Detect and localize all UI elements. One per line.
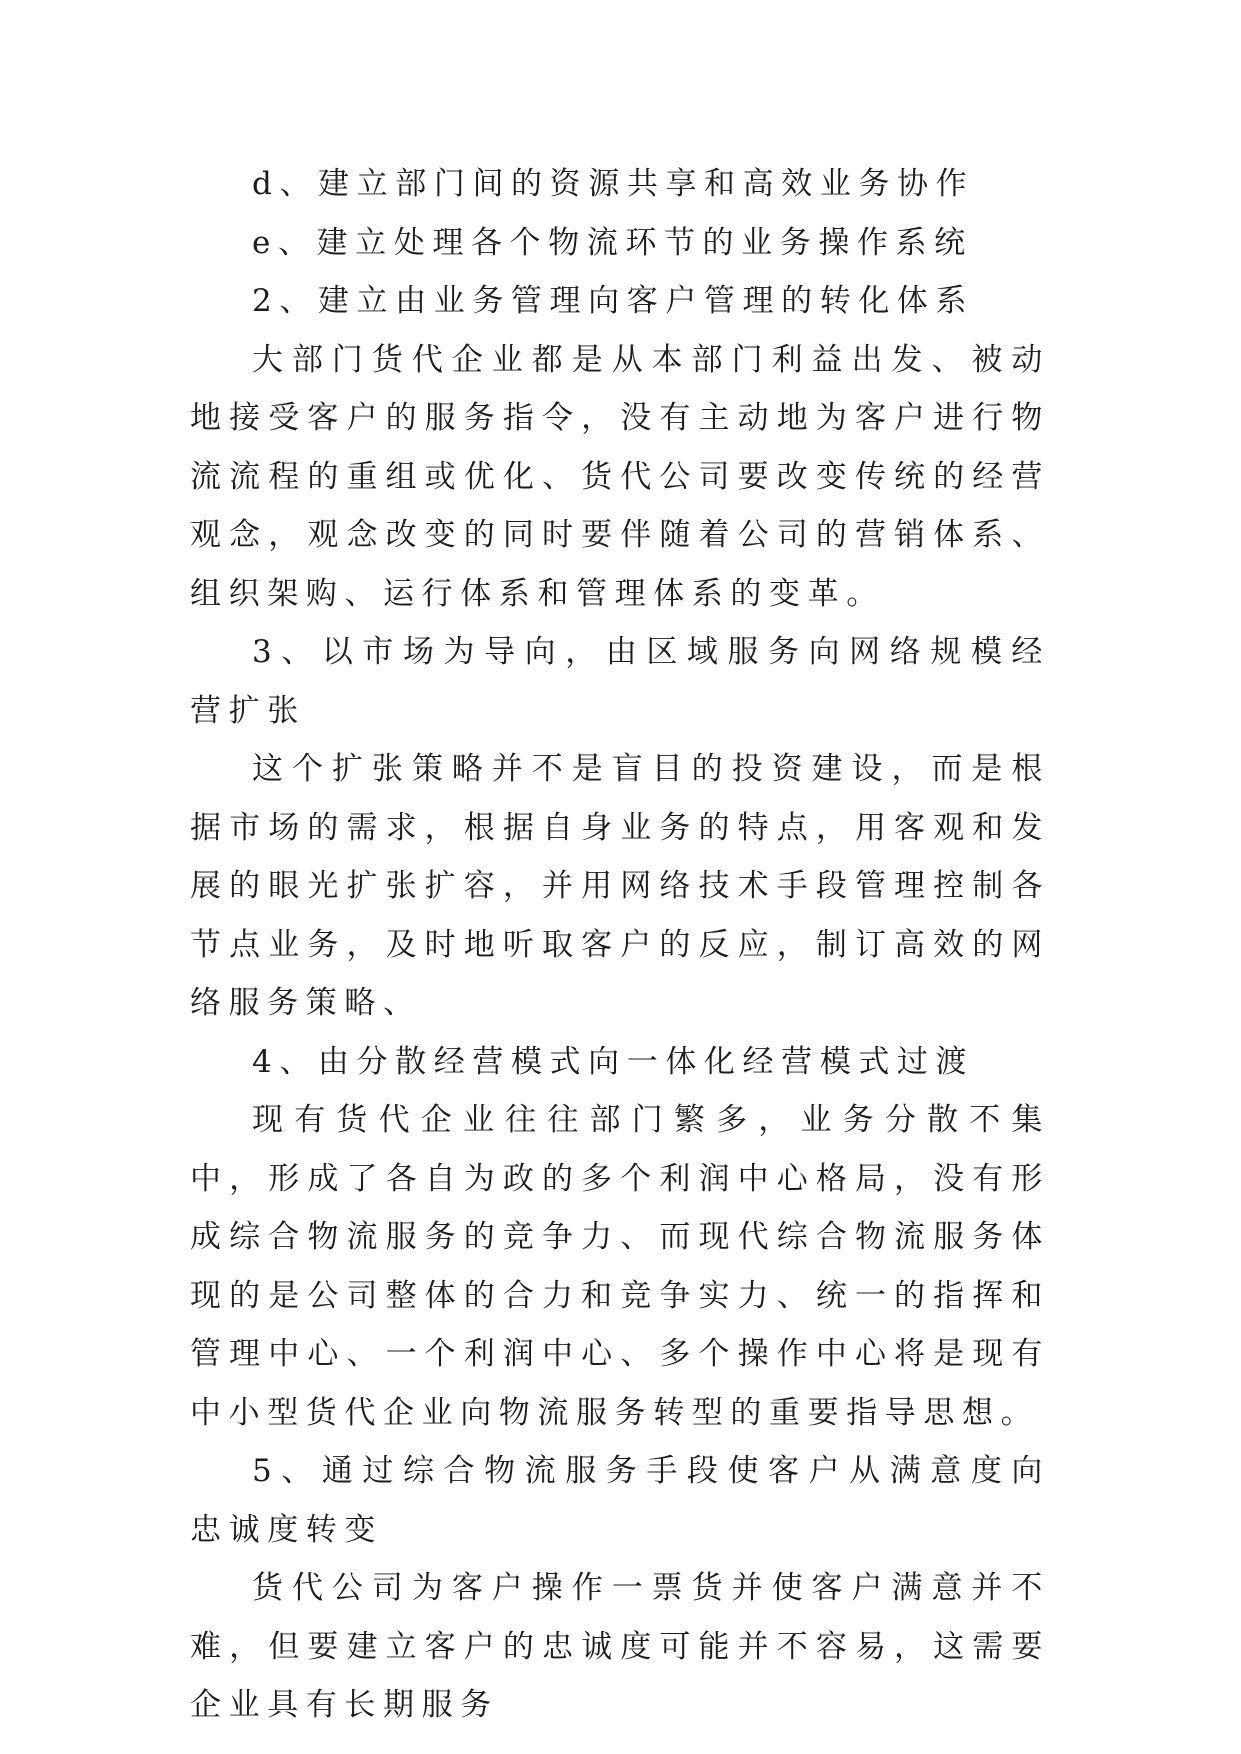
section-heading-4: 4、由分散经营模式向一体化经营模式过渡: [252, 1043, 975, 1080]
section-heading-2: 2、建立由业务管理向客户管理的转化体系: [252, 283, 975, 319]
list-item-e: e、建立处理各个物流环节的业务操作系统: [252, 224, 973, 261]
section-heading-5: 5、通过综合物流服务手段使客户从满意度向忠诚度转变: [190, 1453, 1050, 1548]
list-item-d: d、建立部门间的资源共享和高效业务协作: [252, 166, 975, 202]
document-body: [190, 155, 1050, 1735]
body-paragraph-1: 大部门货代企业都是从本部门利益出发、被动地接受客户的服务指令，没有主动地为客户进行物流流程的重组或优化、货代公司要改变传统的经营观念，观念改变的同时要伴随着公司的营销体系、组织架购、运行体系和管理体系的变革。: [190, 341, 1050, 612]
body-paragraph-2: 这个扩张策略并不是盲目的投资建设，而是根据市场的需求，根据自身业务的特点，用客观和发展的眼光扩张扩容，并用网络技术手段管理控制各节点业务，及时地听取客户的反应，制订高效的网络服务策略、: [190, 751, 1050, 1021]
body-paragraph-3: 现有货代企业往往部门繁多，业务分散不集中，形成了各自为政的多个利润中心格局，没有形成综合物流服务的竞争力、而现代综合物流服务体现的是公司整体的合力和竞争实力、统一的指挥和管理中心、一个利润中心、多个操作中心将是现有中小型货代企业向物流服务转型的重要指导思想。: [190, 1102, 1050, 1431]
section-heading-3: 3、以市场为导向，由区域服务向网络规模经营扩张: [190, 634, 1050, 729]
body-paragraph-4: 货代公司为客户操作一票货并使客户满意并不难，但要建立客户的忠诚度可能并不容易，这需要企业具有长期服务: [190, 1570, 1050, 1723]
